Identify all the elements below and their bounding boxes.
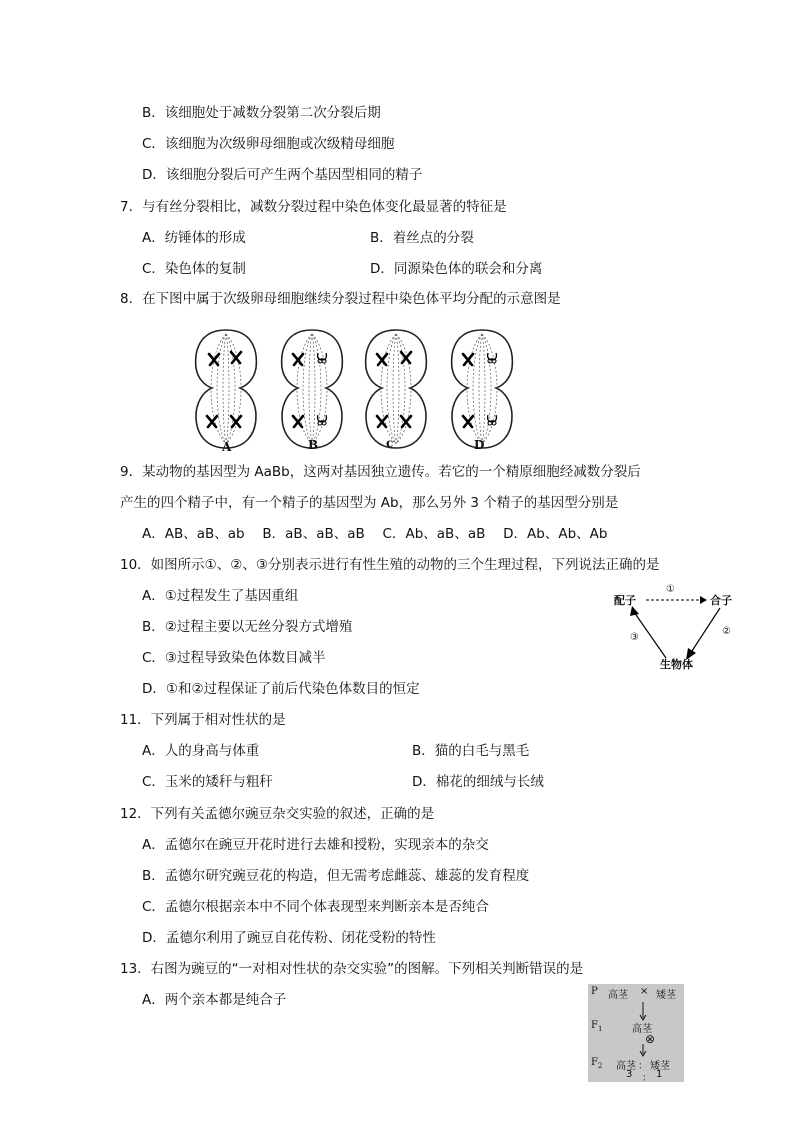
q11-option-a: A．人的身高与体重: [142, 743, 260, 759]
cell-figure-c: [366, 330, 427, 448]
q7-option-a: A．纺锤体的形成: [142, 230, 246, 246]
q12-option-d: D．孟德尔利用了豌豆自花传粉、闭花受粉的特性: [142, 930, 436, 946]
q12-option-c: C．孟德尔根据亲本中不同个体表现型来判断亲本是否纯合: [142, 899, 489, 915]
q8-label-d: D: [474, 438, 485, 452]
cross-ratio-3: 3: [626, 1069, 633, 1080]
q12-option-a: A．孟德尔在豌豆开花时进行去雄和授粉，实现亲本的杂交: [142, 837, 489, 853]
q9-options: A．AB、aB、ab B．aB、aB、aB C．Ab、aB、aB D．Ab、Ab、Ab: [142, 526, 608, 542]
cross-f2-short: 矮茎: [650, 1061, 670, 1072]
cross-f2-label: $F_2$: [591, 1057, 603, 1070]
q11-option-d: D．棉花的细绒与长绒: [412, 774, 544, 790]
q7-option-d: D．同源染色体的联会和分离: [370, 261, 543, 277]
q8-label-a: A: [222, 440, 232, 454]
q6-option-c: C．该细胞为次级卵母细胞或次级精母细胞: [142, 136, 395, 152]
cross-f1-tall: 高茎: [632, 1024, 652, 1035]
q10-option-c: C．③过程导致染色体数目减半: [142, 650, 326, 666]
cross-p-tall: 高茎: [608, 990, 628, 1001]
q13-cross-diagram: [588, 984, 684, 1082]
q10-option-b: B．②过程主要以无丝分裂方式增殖: [142, 619, 353, 635]
q8-label-c: c: [386, 436, 394, 450]
cell-figure-d: [452, 330, 513, 448]
q6-option-b: B．该细胞处于减数分裂第二次分裂后期: [142, 105, 381, 121]
cell-figure-a: [196, 330, 257, 448]
cell-figure-b: [282, 330, 343, 448]
q7-option-c: C．染色体的复制: [142, 261, 246, 277]
diagram-process-2: ②: [722, 626, 731, 637]
diagram-organism-label: 生物体: [660, 658, 693, 671]
cross-ratio-1: 1: [656, 1069, 663, 1080]
q7-stem: 7．与有丝分裂相比，减数分裂过程中染色体变化最显著的特征是: [120, 199, 507, 215]
cross-f2-colon: ：: [638, 1061, 648, 1072]
q10-cycle-diagram: [610, 582, 760, 672]
q11-option-b: B．猫的白毛与黑毛: [412, 743, 530, 759]
cross-ratio-colon: ：: [642, 1073, 652, 1084]
q12-stem: 12．下列有关孟德尔豌豆杂交实验的叙述，正确的是: [120, 806, 435, 822]
diagram-zygote-label: 合子: [710, 594, 732, 607]
cross-f1-label: $F_1$: [591, 1020, 603, 1033]
cross-symbol: ×: [640, 986, 649, 997]
q10-option-d: D．①和②过程保证了前后代染色体数目的恒定: [142, 681, 420, 697]
q11-option-c: C．玉米的矮秆与粗秆: [142, 774, 273, 790]
q7-option-b: B．着丝点的分裂: [370, 230, 474, 246]
self-pollination-symbol: ⊗: [645, 1032, 656, 1046]
q6-option-d: D．该细胞分裂后可产生两个基因型相同的精子: [142, 167, 423, 183]
cross-p-label: P: [591, 986, 598, 997]
diagram-process-1: ①: [666, 584, 675, 595]
q11-stem: 11．下列属于相对性状的是: [120, 712, 286, 728]
q13-option-a: A．两个亲本都是纯合子: [142, 992, 287, 1008]
q12-option-b: B．孟德尔研究豌豆花的构造，但无需考虑雌蕊、雄蕊的发育程度: [142, 868, 530, 884]
q10-option-a: A．①过程发生了基因重组: [142, 588, 299, 604]
q8-label-b: B: [308, 438, 319, 452]
diagram-gamete-label: 配子: [614, 594, 636, 607]
q13-stem: 13．右图为豌豆的“一对相对性状的杂交实验”的图解。下列相关判断错误的是: [120, 961, 584, 977]
q8-cell-figures: [190, 324, 520, 456]
cross-p-short: 矮茎: [656, 990, 676, 1001]
q9-stem-line2: 产生的四个精子中，有一个精子的基因型为 Ab，那么另外 3 个精子的基因型分别是: [120, 495, 619, 511]
diagram-process-3: ③: [630, 632, 639, 643]
q9-stem-line1: 9．某动物的基因型为 AaBb，这两对基因独立遗传。若它的一个精原细胞经减数分裂后: [120, 464, 641, 480]
q10-stem: 10．如图所示①、②、③分别表示进行有性生殖的动物的三个生理过程，下列说法正确的是: [120, 557, 660, 573]
q8-stem: 8．在下图中属于次级卵母细胞继续分裂过程中染色体平均分配的示意图是: [120, 291, 561, 307]
cross-f2-tall: 高茎: [616, 1061, 636, 1072]
